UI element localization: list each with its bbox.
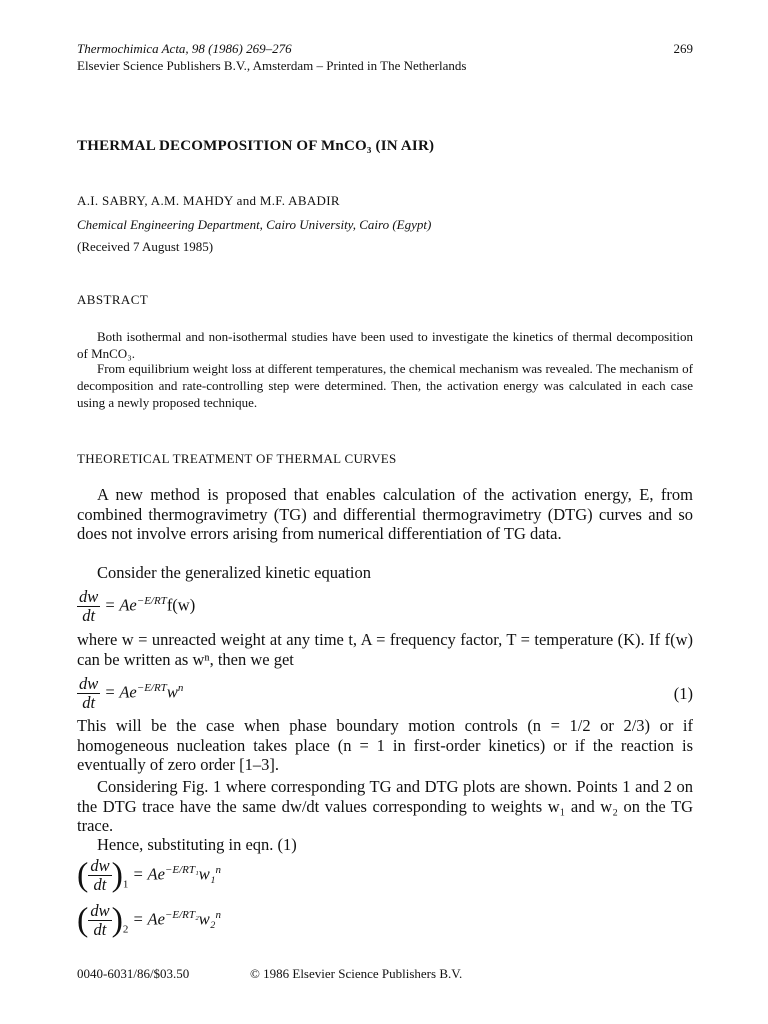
equation-number: (1)	[673, 684, 693, 703]
equation-rhs: = Ae	[104, 682, 137, 702]
equation-rhs: = Ae	[104, 595, 137, 615]
derivative-fraction	[88, 857, 111, 894]
right-paren: )	[111, 856, 123, 894]
where-paragraph: where w = unreacted weight at any time t, A = frequency factor, T = temperature (K). If f(w) can be written as wⁿ, then we get	[77, 630, 693, 669]
authors: A.I. SABRY, A.M. MAHDY and M.F. ABADIR	[77, 193, 340, 208]
exponent: −E/RT₁	[164, 863, 199, 876]
kinetic-equation-general	[77, 588, 195, 625]
received-date: (Received 7 August 1985)	[77, 239, 214, 254]
fraction-numerator: dw	[90, 901, 110, 920]
equation-tail: w₂	[198, 909, 216, 929]
subscript: 1	[122, 878, 129, 891]
derivative-fraction	[77, 588, 100, 625]
fraction-numerator: dw	[79, 674, 99, 693]
exponent: −E/RT	[136, 594, 167, 607]
fraction-denominator: dt	[82, 606, 96, 625]
kinetic-equation-1	[77, 675, 183, 712]
figure-paragraph: Considering Fig. 1 where corresponding TG and DTG plots are shown. Points 1 and 2 on the DTG trace have the same dw/dt values corresponding to weights w₁ and w₂ on the TG trace.	[77, 777, 693, 835]
page-number: 269	[673, 41, 693, 56]
power: n	[215, 863, 222, 876]
equation-tail: w	[166, 682, 178, 702]
exponent: −E/RT₂	[164, 908, 199, 921]
equation-tail: w₁	[198, 864, 216, 884]
equation-tail: f(w)	[166, 595, 196, 615]
fraction-denominator: dt	[93, 920, 107, 939]
power: n	[215, 908, 222, 921]
publisher-line: Elsevier Science Publishers B.V., Amsterdam – Printed in The Netherlands	[77, 58, 467, 73]
hence-line: Hence, substituting in eqn. (1)	[97, 835, 297, 854]
equation-point-1	[77, 857, 221, 894]
exponent: −E/RT	[136, 681, 167, 694]
left-paren: (	[77, 901, 89, 939]
journal-citation: Thermochimica Acta, 98 (1986) 269–276	[77, 41, 292, 56]
issn-code: 0040-6031/86/$03.50	[77, 966, 190, 981]
abstract-paragraph-2: From equilibrium weight loss at different temperatures, the chemical mechanism was revealed. The mechanism of decomposition and rate-controlling step were determined. Then, the activation energy was calculated in each case using a newly proposed technique.	[77, 361, 693, 410]
consider-line: Consider the generalized kinetic equation	[97, 563, 371, 582]
equation-point-2	[77, 902, 221, 939]
fraction-numerator: dw	[90, 856, 110, 875]
abstract-heading: ABSTRACT	[77, 292, 149, 307]
subscript: 2	[122, 923, 129, 936]
equation-rhs: = Ae	[132, 909, 165, 929]
case-paragraph: This will be the case when phase boundary motion controls (n = 1/2 or 2/3) or if homogeneous nucleation takes place (n = 1 in first-order kinetics) or if the reaction is eventually of zero order [1–3].	[77, 716, 693, 774]
affiliation: Chemical Engineering Department, Cairo University, Cairo (Egypt)	[77, 217, 432, 232]
left-paren: (	[77, 856, 89, 894]
equation-rhs: = Ae	[132, 864, 165, 884]
intro-paragraph: A new method is proposed that enables calculation of the activation energy, E, from combined thermogravimetry (TG) and differential thermogravimetry (DTG) curves and so does not involve errors arising from numerical differentiation of TG data.	[77, 485, 693, 543]
derivative-fraction	[77, 675, 100, 712]
fraction-denominator: dt	[93, 875, 107, 894]
fraction-numerator: dw	[79, 587, 99, 606]
article-title: THERMAL DECOMPOSITION OF MnCO₃ (IN AIR)	[77, 138, 435, 154]
power: n	[177, 681, 184, 694]
abstract-paragraph-1: Both isothermal and non-isothermal studies have been used to investigate the kinetics of thermal decomposition of MnCO₃.	[77, 329, 693, 361]
fraction-denominator: dt	[82, 693, 96, 712]
right-paren: )	[111, 901, 123, 939]
copyright-notice: © 1986 Elsevier Science Publishers B.V.	[250, 966, 463, 981]
section-heading: THEORETICAL TREATMENT OF THERMAL CURVES	[77, 451, 397, 466]
derivative-fraction	[88, 902, 111, 939]
